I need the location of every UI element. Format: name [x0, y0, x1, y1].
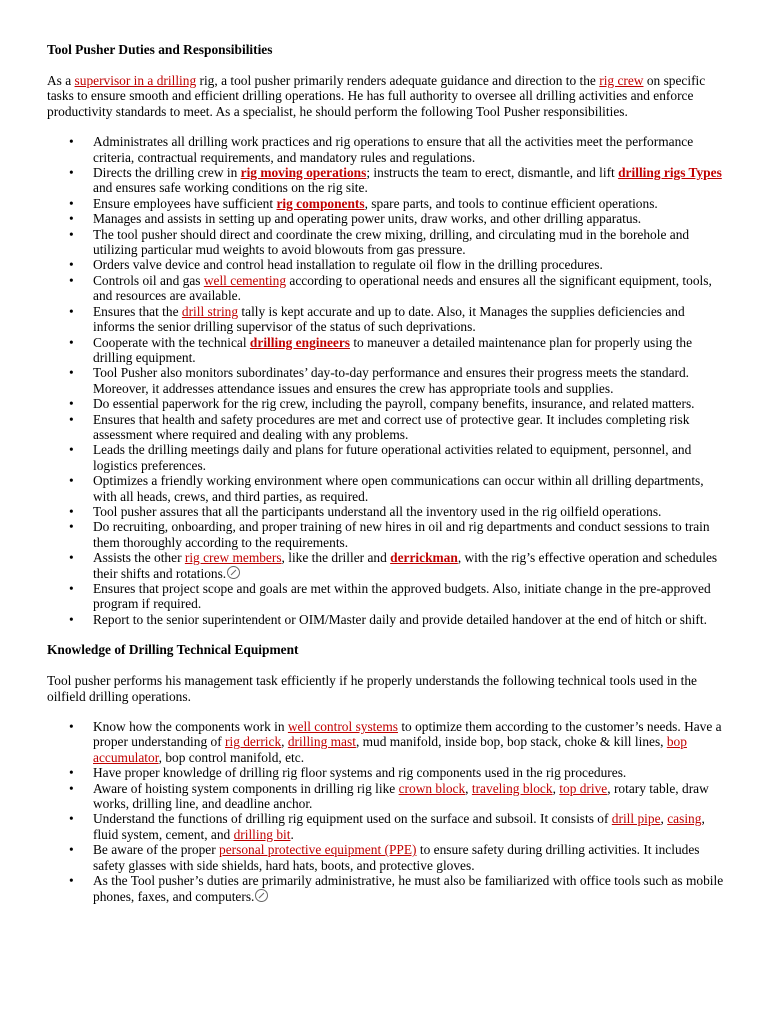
- link-rig-derrick[interactable]: rig derrick: [225, 734, 282, 750]
- equipment-list: [47, 719, 727, 904]
- link-traveling-block[interactable]: traveling block: [471, 780, 553, 796]
- section-title-equipment: Knowledge of Drilling Technical Equipment: [47, 642, 299, 658]
- list-item: • As the Tool pusher’s duties are primarily administrative, he must also be familiarized with office tools such as mobile phones, faxes, and computers.: [93, 873, 727, 904]
- duties-list: [47, 134, 727, 627]
- link-supervisor[interactable]: supervisor in a drilling: [74, 73, 197, 88]
- link-top-drive[interactable]: top drive: [559, 780, 608, 796]
- list-item: • Ensures that project scope and goals are met within the approved budgets. Also, initiate change in the pre-approved program if required.: [93, 581, 727, 612]
- link-rig-crew[interactable]: rig crew: [599, 73, 644, 88]
- link-rig-components[interactable]: rig components: [276, 195, 365, 211]
- link-drilling-mast[interactable]: drilling mast: [287, 734, 356, 750]
- link-crown-block[interactable]: crown block: [398, 780, 466, 796]
- link-drilling-engineers[interactable]: drilling engineers: [249, 334, 350, 350]
- link-well-cementing[interactable]: well cementing: [203, 272, 287, 288]
- list-item: • Leads the drilling meetings daily and plans for future operational activities related to equipment, personnel, and logistics preferences.: [93, 442, 727, 473]
- list-item: • The tool pusher should direct and coordinate the crew mixing, drilling, and circulating mud in the borehole and utilizing particular mud weights to avoid blowouts from gas pressure.: [93, 227, 727, 258]
- list-item: • Do essential paperwork for the rig crew, including the payroll, company benefits, insurance, and related matters.: [93, 396, 727, 411]
- list-item: • Controls oil and gas well cementing according to operational needs and ensures all the significant equipment, tools, and resources are available.: [93, 273, 727, 304]
- list-item: • Tool Pusher also monitors subordinates’ day-to-day performance and ensures their progress meets the standard. Moreover, it addresses attendance issues and ensures the crew has appropriate tools and supplies.: [93, 365, 727, 396]
- equipment-intro: Tool pusher performs his management task efficiently if he properly understands the following technical tools used in the oilfield drilling operations.: [47, 673, 697, 704]
- duties-intro: As a supervisor in a drilling rig, a tool pusher primarily renders adequate guidance and direction to the rig crew on specific tasks to ensure smooth and efficient drilling operations. He has full authority to oversee all drilling activities and enforce productivity standards to meet. As a specialist, he should perform the following Tool Pusher responsibilities.: [47, 73, 706, 119]
- link-rig-moving-operations[interactable]: rig moving operations: [240, 165, 367, 181]
- list-item: • Understand the functions of drilling rig equipment used on the surface and subsoil. It consists of drill pipe, casing, fluid system, cement, and drilling bit.: [93, 811, 727, 842]
- ban-icon: [255, 889, 268, 902]
- link-bop-accumulator[interactable]: bop accumulator: [93, 734, 687, 765]
- link-drill-string[interactable]: drill string: [181, 303, 239, 319]
- list-item: • Aware of hoisting system components in drilling rig like crown block, traveling block, top drive, rotary table, draw works, drilling line, and deadline anchor.: [93, 781, 727, 812]
- list-item: • Tool pusher assures that all the participants understand all the inventory used in the rig oilfield operations.: [93, 504, 727, 519]
- list-item: • Directs the drilling crew in rig moving operations; instructs the team to erect, dismantle, and lift drilling rigs Types and ensures safe working conditions on the rig site.: [93, 165, 727, 196]
- list-item: • Report to the senior superintendent or OIM/Master daily and provide detailed handover at the end of hitch or shift.: [93, 612, 727, 627]
- list-item: • Manages and assists in setting up and operating power units, draw works, and other drilling apparatus.: [93, 211, 727, 226]
- link-derrickman[interactable]: derrickman: [390, 550, 458, 566]
- link-rig-crew-members[interactable]: rig crew members: [184, 550, 282, 566]
- link-well-control-systems[interactable]: well control systems: [287, 719, 398, 735]
- list-item: • Ensures that the drill string tally is kept accurate and up to date. Also, it Manages the supplies deficiencies and informs the senior drilling supervisor of the status of such deprivations.: [93, 304, 727, 335]
- list-item: • Cooperate with the technical drilling engineers to maneuver a detailed maintenance plan for properly using the drilling equipment.: [93, 335, 727, 366]
- link-drilling-rigs-types[interactable]: drilling rigs Types: [618, 165, 722, 181]
- section-title-duties: Tool Pusher Duties and Responsibilities: [47, 42, 273, 57]
- list-item: • Be aware of the proper personal protective equipment (PPE) to ensure safety during drilling activities. It includes safety glasses with side shields, hard hats, boots, and protective gloves.: [93, 842, 727, 873]
- link-ppe[interactable]: personal protective equipment (PPE): [219, 842, 417, 858]
- link-drill-pipe[interactable]: drill pipe: [611, 811, 661, 827]
- list-item: • Have proper knowledge of drilling rig floor systems and rig components used in the rig procedures.: [93, 765, 727, 780]
- list-item: • Ensure employees have sufficient rig components, spare parts, and tools to continue efficient operations.: [93, 196, 727, 211]
- list-item: • Ensures that health and safety procedures are met and correct use of protective gear. It includes completing risk assessment where required and dealing with any problems.: [93, 412, 727, 443]
- link-drilling-bit[interactable]: drilling bit: [233, 826, 291, 842]
- document-page: [47, 42, 727, 919]
- list-item: • Assists the other rig crew members, like the driller and derrickman, with the rig’s effective operation and schedules their shifts and rotations.: [93, 550, 727, 581]
- list-item: • Do recruiting, onboarding, and proper training of new hires in oil and rig departments and conduct sessions to train them thoroughly according to the requirements.: [93, 519, 727, 550]
- list-item: • Optimizes a friendly working environment where open communications can occur within all drilling departments, with all heads, crews, and third parties, as required.: [93, 473, 727, 504]
- ban-icon: [227, 566, 240, 579]
- list-item: • Administrates all drilling work practices and rig operations to ensure that all the activities meet the performance criteria, contractual requirements, and mandatory rules and regulations.: [93, 134, 727, 165]
- list-item: • Know how the components work in well control systems to optimize them according to the customer’s needs. Have a proper understanding of rig derrick, drilling mast, mud manifold, inside bop, bop stack, choke & kill lines, bop accumulator, bop control manifold, etc.: [93, 719, 727, 765]
- link-casing[interactable]: casing: [667, 811, 702, 827]
- list-item: • Orders valve device and control head installation to regulate oil flow in the drilling procedures.: [93, 257, 727, 272]
